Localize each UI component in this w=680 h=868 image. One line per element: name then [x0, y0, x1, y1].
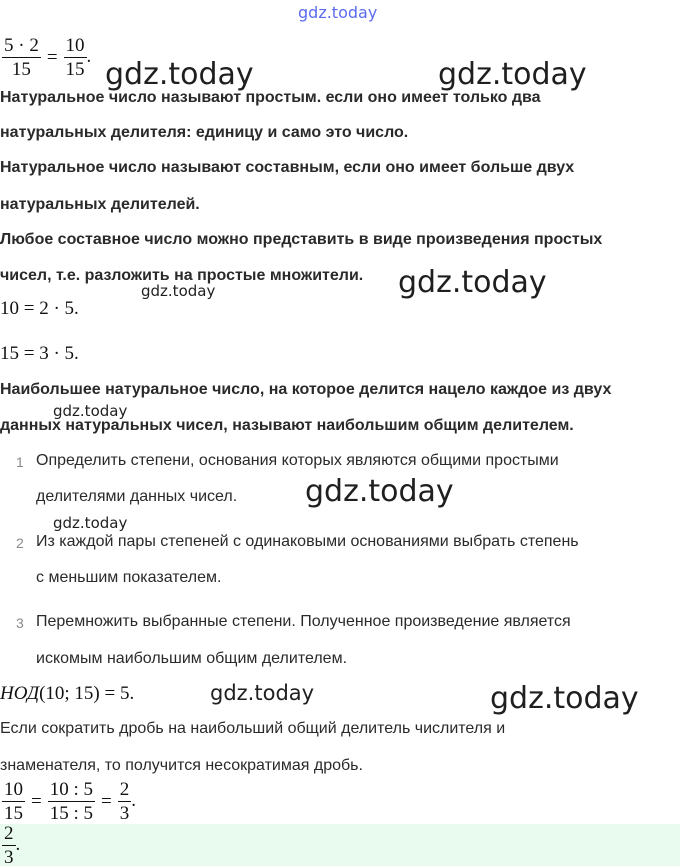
factorization-line-1: Любое составное число можно представить в виде произведения простых — [0, 231, 603, 248]
denominator: 3 — [4, 847, 14, 868]
denominator: 15 — [4, 803, 23, 824]
numerator: 10 : 5 — [49, 779, 93, 800]
fraction — [118, 780, 132, 823]
definition-prime-line-1: Натуральное число называют простым. если оно имеет только два — [0, 89, 541, 106]
step-number: 3 — [16, 615, 24, 631]
period: . — [131, 789, 136, 811]
watermark: gdz.today — [105, 57, 254, 92]
gcd-args: (10; 15) = 5. — [39, 683, 135, 704]
fraction — [2, 824, 16, 867]
step-2-line-1: Из каждой пары степеней с одинаковыми основаниями выбрать степень — [36, 533, 579, 550]
definition-composite-line-1: Натуральное число называют составным, если оно имеет больше двух — [0, 159, 575, 176]
watermark: gdz.today — [53, 402, 128, 420]
numerator: 5 · 2 — [4, 35, 39, 56]
watermark: gdz.today — [438, 57, 587, 92]
watermark-top: gdz.today — [298, 3, 378, 22]
answer-box — [0, 824, 680, 866]
definition-composite-line-2: натуральных делителей. — [0, 196, 200, 213]
equals-sign: = — [46, 46, 58, 68]
numerator: 2 — [119, 779, 130, 800]
formula-fraction-product — [2, 36, 91, 79]
gcd-definition-line-1: Наибольшее натуральное число, на которое делится нацело каждое из двух — [0, 381, 612, 398]
period: . — [86, 45, 92, 67]
fraction — [2, 36, 41, 79]
denominator: 15 — [65, 59, 85, 80]
fraction — [48, 780, 95, 823]
numerator: 2 — [4, 823, 14, 844]
gcd-result — [0, 683, 134, 705]
reduce-fraction-line-1: Если сократить дробь на наибольший общий делитель числителя и — [0, 720, 506, 737]
factorization-line-2: чисел, т.е. разложить на простые множители. — [0, 267, 364, 284]
step-2-line-2: с меньшим показателем. — [36, 569, 222, 586]
numerator: 10 — [65, 35, 85, 56]
answer-fraction — [2, 824, 20, 867]
gcd-name: НОД — [0, 683, 40, 704]
fraction — [2, 780, 25, 823]
watermark: gdz.today — [305, 474, 454, 509]
equals-sign: = — [31, 790, 42, 812]
denominator: 15 — [11, 59, 31, 80]
reduce-fraction-line-2: знаменателя, то получится несократимая дробь. — [0, 757, 363, 774]
watermark: gdz.today — [141, 282, 216, 300]
equation-15: 15 = 3 · 5. — [0, 343, 79, 364]
numerator: 10 — [4, 779, 23, 800]
watermark: gdz.today — [490, 681, 639, 716]
step-3-line-1: Перемножить выбранные степени. Полученное произведение является — [36, 613, 571, 630]
step-3-line-2: искомым наибольшим общим делителем. — [36, 650, 348, 667]
step-number: 2 — [16, 535, 24, 551]
watermark: gdz.today — [53, 514, 128, 532]
gcd-definition-line-2: данных натуральных чисел, называют наибольшим общим делителем. — [0, 417, 574, 434]
step-1-line-2: делителями данных чисел. — [36, 488, 238, 505]
step-number: 1 — [16, 454, 24, 470]
formula-fraction-reduction — [2, 780, 136, 823]
watermark: gdz.today — [210, 681, 315, 705]
equals-sign: = — [101, 790, 112, 812]
denominator: 3 — [119, 803, 130, 824]
equation-10: 10 = 2 · 5. — [0, 298, 79, 319]
denominator: 15 : 5 — [49, 803, 93, 824]
fraction — [64, 36, 87, 79]
step-1-line-1: Определить степени, основания которых являются общими простыми — [36, 452, 559, 469]
period: . — [15, 833, 21, 855]
definition-prime-line-2: натуральных делителя: единицу и само это число. — [0, 124, 409, 141]
watermark: gdz.today — [398, 265, 547, 300]
